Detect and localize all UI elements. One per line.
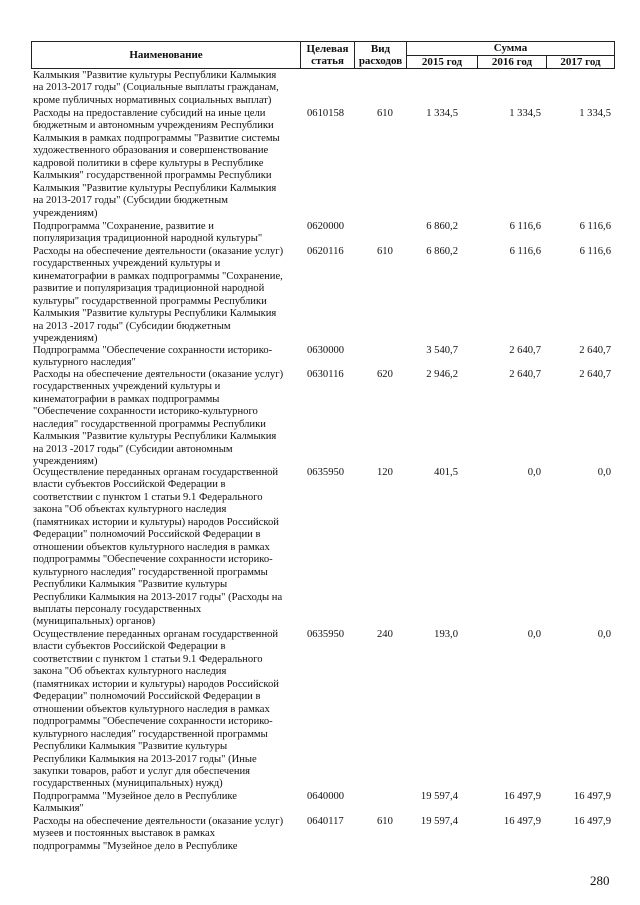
row-sum-2015: 2 946,2	[426, 369, 458, 380]
row-sum-2015: 401,5	[434, 467, 458, 478]
row-sum-2016: 0,0	[527, 629, 541, 640]
row-expense-type: 610	[377, 108, 393, 119]
row-target-article: 0630000	[307, 345, 345, 356]
row-sum-2015: 3 540,7	[426, 345, 458, 356]
row-sum-2015: 6 860,2	[426, 221, 458, 232]
row-expense-type: 620	[377, 369, 393, 380]
row-sum-2015: 193,0	[434, 629, 458, 640]
header-year-2015: 2015 год	[421, 55, 463, 68]
row-target-article: 0640117	[307, 816, 344, 827]
row-expense-type: 610	[377, 246, 393, 257]
row-name: Расходы на обеспечение деятельности (оказание услуг) государственных учреждений культуры и кинематографии в рамках подпрограммы "Сохранение, развитие и популяризация традиционной народной культуры" государственной программы Республики Калмыкия "Развитие культуры Республики Калмыкия на 2013 -2017 годы" (Субсидии бюджетным учреждениям)	[33, 246, 284, 345]
page-number: 280	[590, 873, 610, 888]
row-sum-2017: 1 334,5	[579, 108, 611, 119]
row-sum-2017: 0,0	[597, 629, 611, 640]
row-sum-2017: 16 497,9	[573, 791, 611, 802]
row-target-article: 0630116	[307, 369, 344, 380]
row-target-article: 0620116	[307, 246, 344, 257]
row-name: Подпрограмма "Музейное дело в Республике Калмыкия"	[33, 791, 237, 815]
row-sum-2015: 1 334,5	[426, 108, 458, 119]
row-sum-2016: 0,0	[527, 467, 541, 478]
header-year-2017: 2017 год	[546, 55, 614, 68]
row-sum-2016: 1 334,5	[509, 108, 541, 119]
row-name: Расходы на обеспечение деятельности (оказание услуг) музеев и постоянных выставок в рамках подпрограммы "Музейное дело в Республике	[33, 816, 284, 852]
row-expense-type: 240	[377, 629, 393, 640]
row-name: Подпрограмма "Сохранение, развитие и популяризация традиционной народной культуры"	[33, 221, 263, 245]
row-sum-2015: 19 597,4	[420, 816, 458, 827]
row-sum-2017: 0,0	[597, 467, 611, 478]
row-sum-2016: 2 640,7	[509, 369, 541, 380]
row-sum-2017: 2 640,7	[579, 345, 611, 356]
header-year-2016: 2016 год	[477, 55, 546, 68]
row-target-article: 0610158	[307, 108, 345, 119]
row-expense-type: 610	[377, 816, 393, 827]
header-sum: Сумма	[407, 42, 614, 56]
header-sum-group	[406, 42, 614, 68]
row-sum-2016: 6 116,6	[509, 246, 541, 257]
row-sum-2017: 2 640,7	[579, 369, 611, 380]
row-sum-2016: 6 116,6	[509, 221, 541, 232]
row-sum-2017: 6 116,6	[579, 246, 611, 257]
row-sum-2015: 19 597,4	[420, 791, 458, 802]
row-target-article: 0620000	[307, 221, 345, 232]
header-expense-type: Вид расходов	[354, 42, 406, 68]
header-name: Наименование	[129, 49, 203, 61]
table-header	[31, 41, 615, 69]
row-name: Расходы на предоставление субсидий на иные цели бюджетным и автономным учреждениям Республики Калмыкия в рамках подпрограммы "Развитие системы художественного образования и совершенствование кадровой политики в сфере культуры в Республике Калмыкия" государственной программы Республики Калмыкия "Развитие культуры Республики Калмыкия на 2013-2017 годы" (Субсидии бюджетным учреждениям)	[33, 108, 280, 219]
row-name: Осуществление переданных органам государственной власти субъектов Российской Федерации в соответствии с пунктом 1 статьи 9.1 Федерального закона "Об объектах культурного наследия (памятниках истории и культуры) народов Российской Федерации" полномочий Российской Федерации в отношении объектов культурного наследия в рамках подпрограммы "Обеспечение сохранности историко- культурного наследия" государственной программы Республики Калмыкия "Развитие культуры Республики Калмыкия на 2013-2017 годы" (Иные закупки товаров, работ и услуг для обеспечения государственных (муниципальных) нужд)	[33, 629, 279, 790]
row-sum-2016: 16 497,9	[503, 816, 541, 827]
row-name: Осуществление переданных органам государственной власти субъектов Российской Федерации в соответствии с пунктом 1 статьи 9.1 Федерального закона "Об объектах культурного наследия (памятниках истории и культуры) народов Российской Федерации" полномочий Российской Федерации в отношении объектов культурного наследия в рамках подпрограммы "Обеспечение сохранности историко- культурного наследия" государственной программы Республики Калмыкия "Развитие культуры Республики Калмыкия на 2013-2017 годы" (Расходы на выплаты персоналу государственных (муниципальных) органов)	[33, 467, 283, 628]
row-expense-type: 120	[377, 467, 393, 478]
row-target-article: 0640000	[307, 791, 345, 802]
row-name: Калмыкия "Развитие культуры Республики Калмыкия на 2013-2017 годы" (Социальные выплаты гражданам, кроме публичных нормативных социальных выплат)	[33, 70, 279, 106]
row-target-article: 0635950	[307, 629, 345, 640]
row-sum-2016: 16 497,9	[503, 791, 541, 802]
header-target-article: Целевая статья	[300, 42, 354, 68]
row-name: Расходы на обеспечение деятельности (оказание услуг) государственных учреждений культуры и кинематографии в рамках подпрограммы "Обеспечение сохранности историко-культурного наследия" государственной программы Республики Калмыкия "Развитие культуры Республики Калмыкия на 2013 -2017 годы" (Субсидии автономным учреждениям)	[33, 369, 284, 468]
row-name: Подпрограмма "Обеспечение сохранности историко- культурного наследия"	[33, 345, 273, 369]
row-sum-2015: 6 860,2	[426, 246, 458, 257]
row-sum-2017: 16 497,9	[573, 816, 611, 827]
row-sum-2017: 6 116,6	[579, 221, 611, 232]
row-sum-2016: 2 640,7	[509, 345, 541, 356]
row-target-article: 0635950	[307, 467, 345, 478]
